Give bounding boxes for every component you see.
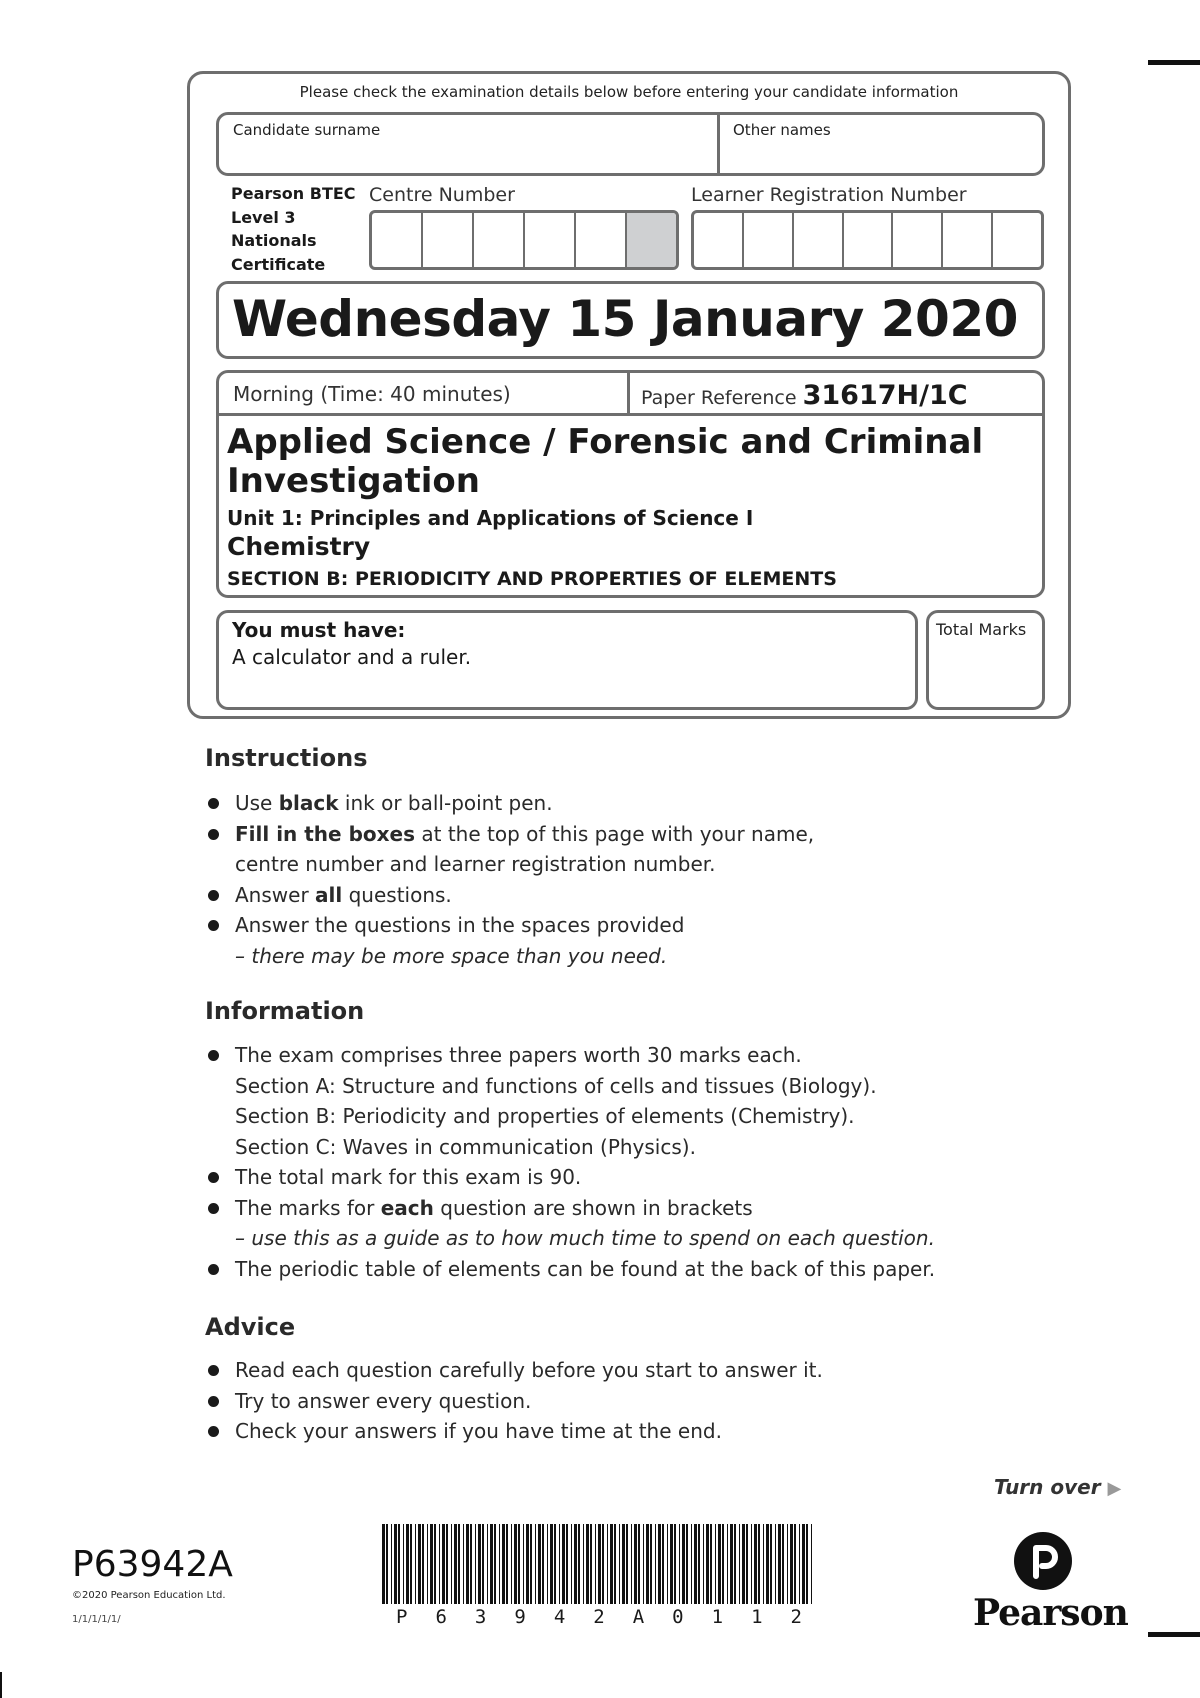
crop-mark-corner <box>0 1672 30 1698</box>
barcode-digit: A <box>632 1606 645 1628</box>
barcode-bar <box>442 1524 445 1604</box>
barcode-bar <box>631 1524 632 1604</box>
barcode-bar <box>806 1524 808 1604</box>
barcode-bar <box>406 1524 409 1604</box>
barcode-bar <box>514 1524 517 1604</box>
barcode-bar <box>466 1524 469 1604</box>
barcode-bar <box>778 1524 781 1604</box>
list-item: Answer all questions. <box>205 880 814 911</box>
name-divider <box>717 114 720 174</box>
barcode-bar <box>727 1524 728 1604</box>
candidate-surname-field[interactable]: Candidate surname <box>233 121 381 139</box>
barcode-bar <box>566 1524 568 1604</box>
barcode-bar <box>434 1524 436 1604</box>
barcode-bar <box>799 1524 800 1604</box>
barcode-bar <box>559 1524 560 1604</box>
centre-digit-box[interactable] <box>576 213 627 267</box>
turn-over <box>994 1475 1121 1499</box>
barcode-bar <box>458 1524 460 1604</box>
barcode-bar <box>703 1524 704 1604</box>
barcode-bar <box>694 1524 697 1604</box>
barcode-bar <box>590 1524 592 1604</box>
barcode-bar <box>382 1524 385 1604</box>
barcode-bar <box>454 1524 457 1604</box>
barcode-bar <box>742 1524 745 1604</box>
turn-over-label: Turn over <box>994 1475 1101 1499</box>
learner-digit-box[interactable] <box>744 213 794 267</box>
list-item: The exam comprises three papers worth 30 marks each. Section A: Structure and functions of cells and tissues (Biology). Section B: Periodicity and properties of elements (Chemistry). Section C: Waves in communication (Physics). <box>205 1040 935 1162</box>
barcode-bar <box>418 1524 421 1604</box>
barcode-bar <box>550 1524 553 1604</box>
barcode-bar <box>422 1524 424 1604</box>
information-list <box>205 1040 935 1284</box>
centre-digit-box[interactable] <box>423 213 474 267</box>
barcode-bar <box>530 1524 532 1604</box>
qualification-line: Certificate <box>231 254 326 274</box>
barcode-digit: 2 <box>790 1606 802 1628</box>
print-code: 1/1/1/1/1/ <box>72 1614 121 1625</box>
centre-digit-box[interactable] <box>525 213 576 267</box>
crop-mark-bottom <box>1148 1632 1200 1637</box>
barcode-bar <box>526 1524 529 1604</box>
barcode-bar <box>682 1524 685 1604</box>
barcode-bar <box>670 1524 673 1604</box>
barcode-bar <box>658 1524 661 1604</box>
qualification-line: Level 3 <box>231 207 296 227</box>
barcode-bar <box>718 1524 721 1604</box>
pearson-logo-icon <box>1014 1532 1072 1590</box>
paper-title-line: Applied Science / Forensic and Criminal <box>227 422 984 462</box>
qualification-line: Pearson BTEC <box>231 184 356 203</box>
triangle-right-icon: ▶ <box>1107 1478 1122 1499</box>
bullet-icon <box>208 890 219 901</box>
barcode-bar <box>638 1524 640 1604</box>
barcode-bar <box>610 1524 613 1604</box>
barcode-bar <box>430 1524 433 1604</box>
paper-ref-divider <box>627 372 630 415</box>
pearson-wordmark: Pearson <box>973 1592 1128 1634</box>
barcode-bar <box>571 1524 572 1604</box>
barcode-bar <box>739 1524 740 1604</box>
learner-digit-box[interactable] <box>943 213 993 267</box>
learner-digit-box[interactable] <box>993 213 1041 267</box>
barcode-bar <box>706 1524 709 1604</box>
barcode-bar <box>463 1524 464 1604</box>
barcode-bar <box>802 1524 805 1604</box>
bullet-icon <box>208 1050 219 1061</box>
barcode-bar <box>574 1524 577 1604</box>
paper-code: P63942A <box>72 1544 233 1585</box>
barcode-bar <box>730 1524 733 1604</box>
session-divider <box>216 413 1045 416</box>
barcode-bar <box>439 1524 440 1604</box>
barcode-bar <box>758 1524 760 1604</box>
must-have-label: You must have: <box>232 618 406 642</box>
barcode-bar <box>622 1524 625 1604</box>
must-have-items: A calculator and a ruler. <box>232 645 472 669</box>
list-item: Read each question carefully before you start to answer it. <box>205 1355 823 1386</box>
learner-digit-box[interactable] <box>694 213 744 267</box>
barcode-bar <box>679 1524 680 1604</box>
barcode-bar <box>766 1524 769 1604</box>
barcode-bar <box>643 1524 644 1604</box>
barcode-digit: 1 <box>751 1606 763 1628</box>
list-item: The marks for each question are shown in brackets – use this as a guide as to how much time to spend on each question. <box>205 1193 935 1254</box>
header-note: Please check the examination details below before entering your candidate information <box>299 83 959 101</box>
bullet-icon <box>208 798 219 809</box>
bullet-icon <box>208 1172 219 1183</box>
barcode-bar <box>686 1524 688 1604</box>
list-item: Try to answer every question. <box>205 1386 823 1417</box>
barcode-bar <box>482 1524 484 1604</box>
barcode-bar <box>427 1524 428 1604</box>
barcode-bar <box>415 1524 416 1604</box>
centre-number-boxes[interactable] <box>369 210 679 270</box>
barcode-bar <box>475 1524 476 1604</box>
barcode-bar <box>494 1524 496 1604</box>
advice-list <box>205 1355 823 1447</box>
barcode-bar <box>394 1524 397 1604</box>
copyright: ©2020 Pearson Education Ltd. <box>72 1590 226 1601</box>
list-item: Check your answers if you have time at the end. <box>205 1416 823 1447</box>
barcode-bar <box>595 1524 596 1604</box>
subject: Chemistry <box>227 532 371 561</box>
other-names-field[interactable]: Other names <box>733 121 831 139</box>
barcode-bar <box>662 1524 664 1604</box>
instructions-heading: Instructions <box>205 744 368 772</box>
barcode-bar <box>598 1524 601 1604</box>
bullet-icon <box>208 920 219 931</box>
barcode-number <box>382 1606 816 1628</box>
barcode-bar <box>734 1524 736 1604</box>
barcode-digit: 3 <box>474 1606 487 1628</box>
barcode-bar <box>614 1524 616 1604</box>
barcode-bar <box>535 1524 536 1604</box>
barcode <box>382 1524 816 1604</box>
barcode-bar <box>523 1524 524 1604</box>
list-item: Answer the questions in the spaces provided – there may be more space than you need. <box>205 910 814 971</box>
barcode-bar <box>470 1524 472 1604</box>
barcode-bar <box>583 1524 584 1604</box>
barcode-bar <box>502 1524 505 1604</box>
barcode-bar <box>746 1524 748 1604</box>
barcode-bar <box>715 1524 716 1604</box>
unit-title: Unit 1: Principles and Applications of Science I <box>227 506 754 530</box>
total-marks-label: Total Marks <box>936 620 1027 639</box>
barcode-bar <box>386 1524 388 1604</box>
barcode-bar <box>763 1524 764 1604</box>
list-item: Use black ink or ball-point pen. <box>205 788 814 819</box>
crop-mark-top <box>1148 60 1200 65</box>
barcode-bar <box>607 1524 608 1604</box>
paper-reference-line <box>641 380 968 411</box>
barcode-bar <box>722 1524 724 1604</box>
barcode-digit: 0 <box>672 1606 684 1628</box>
qualification-line: Nationals <box>231 231 317 250</box>
paper-title <box>227 423 1027 501</box>
bullet-icon <box>208 829 219 840</box>
centre-digit-box[interactable] <box>372 213 423 267</box>
barcode-bar <box>518 1524 520 1604</box>
barcode-bar <box>538 1524 541 1604</box>
barcode-digit: 9 <box>514 1606 526 1628</box>
bullet-icon <box>208 1365 219 1376</box>
barcode-bar <box>391 1524 392 1604</box>
barcode-digit: 6 <box>435 1606 447 1628</box>
session-time: Morning (Time: 40 minutes) <box>233 382 511 406</box>
exam-date: Wednesday 15 January 2020 <box>232 290 1018 348</box>
barcode-bar <box>554 1524 556 1604</box>
barcode-bar <box>650 1524 652 1604</box>
barcode-bar <box>499 1524 500 1604</box>
barcode-bar <box>626 1524 628 1604</box>
barcode-bar <box>811 1524 812 1604</box>
qualification-block <box>231 182 356 276</box>
barcode-bar <box>751 1524 752 1604</box>
paper-title-line: Investigation <box>227 461 480 501</box>
barcode-bar <box>794 1524 796 1604</box>
centre-digit-box[interactable] <box>474 213 525 267</box>
barcode-digit: 4 <box>553 1606 566 1628</box>
learner-digit-box[interactable] <box>844 213 894 267</box>
barcode-bar <box>782 1524 784 1604</box>
barcode-bar <box>586 1524 589 1604</box>
paper-reference: 31617H/1C <box>802 380 968 411</box>
barcode-bar <box>790 1524 793 1604</box>
pearson-p-icon <box>1014 1532 1072 1590</box>
barcode-bar <box>487 1524 488 1604</box>
centre-digit-box[interactable] <box>627 213 676 267</box>
learner-digit-box[interactable] <box>794 213 844 267</box>
list-item: The periodic table of elements can be found at the back of this paper. <box>205 1254 935 1285</box>
paper-reference-label: Paper Reference <box>641 387 797 409</box>
barcode-bar <box>542 1524 544 1604</box>
instructions-list <box>205 788 814 971</box>
bullet-icon <box>208 1203 219 1214</box>
barcode-bar <box>619 1524 620 1604</box>
barcode-bar <box>770 1524 772 1604</box>
learner-reg-label: Learner Registration Number <box>691 184 967 206</box>
barcode-bar <box>667 1524 668 1604</box>
barcode-bar <box>655 1524 656 1604</box>
barcode-bar <box>674 1524 676 1604</box>
barcode-digit: 2 <box>593 1606 605 1628</box>
barcode-bar <box>398 1524 400 1604</box>
barcode-bar <box>710 1524 712 1604</box>
barcode-bar <box>787 1524 788 1604</box>
barcode-bar <box>451 1524 452 1604</box>
barcode-bar <box>478 1524 481 1604</box>
barcode-bar <box>547 1524 548 1604</box>
centre-number-label: Centre Number <box>369 184 515 206</box>
section-title: SECTION B: PERIODICITY AND PROPERTIES OF ELEMENTS <box>227 568 837 590</box>
barcode-bar <box>691 1524 692 1604</box>
barcode-bar <box>602 1524 604 1604</box>
barcode-bar <box>506 1524 508 1604</box>
barcode-bar <box>403 1524 404 1604</box>
barcode-bar <box>410 1524 412 1604</box>
learner-digit-box[interactable] <box>893 213 943 267</box>
bullet-icon <box>208 1264 219 1275</box>
bullet-icon <box>208 1426 219 1437</box>
barcode-bar <box>698 1524 700 1604</box>
barcode-bar <box>490 1524 493 1604</box>
barcode-bar <box>754 1524 757 1604</box>
barcode-bar <box>446 1524 448 1604</box>
barcode-bar <box>578 1524 580 1604</box>
list-item: The total mark for this exam is 90. <box>205 1162 935 1193</box>
learner-reg-boxes[interactable] <box>691 210 1044 270</box>
barcode-bar <box>562 1524 565 1604</box>
bullet-icon <box>208 1396 219 1407</box>
barcode-bar <box>646 1524 649 1604</box>
advice-heading: Advice <box>205 1313 296 1341</box>
list-item: Fill in the boxes at the top of this page with your name, centre number and learner registration number. <box>205 819 814 880</box>
barcode-bar <box>511 1524 512 1604</box>
barcode-bar <box>775 1524 776 1604</box>
information-heading: Information <box>205 997 365 1025</box>
barcode-digit: P <box>396 1606 408 1628</box>
barcode-bar <box>634 1524 637 1604</box>
barcode-digit: 1 <box>711 1606 724 1628</box>
